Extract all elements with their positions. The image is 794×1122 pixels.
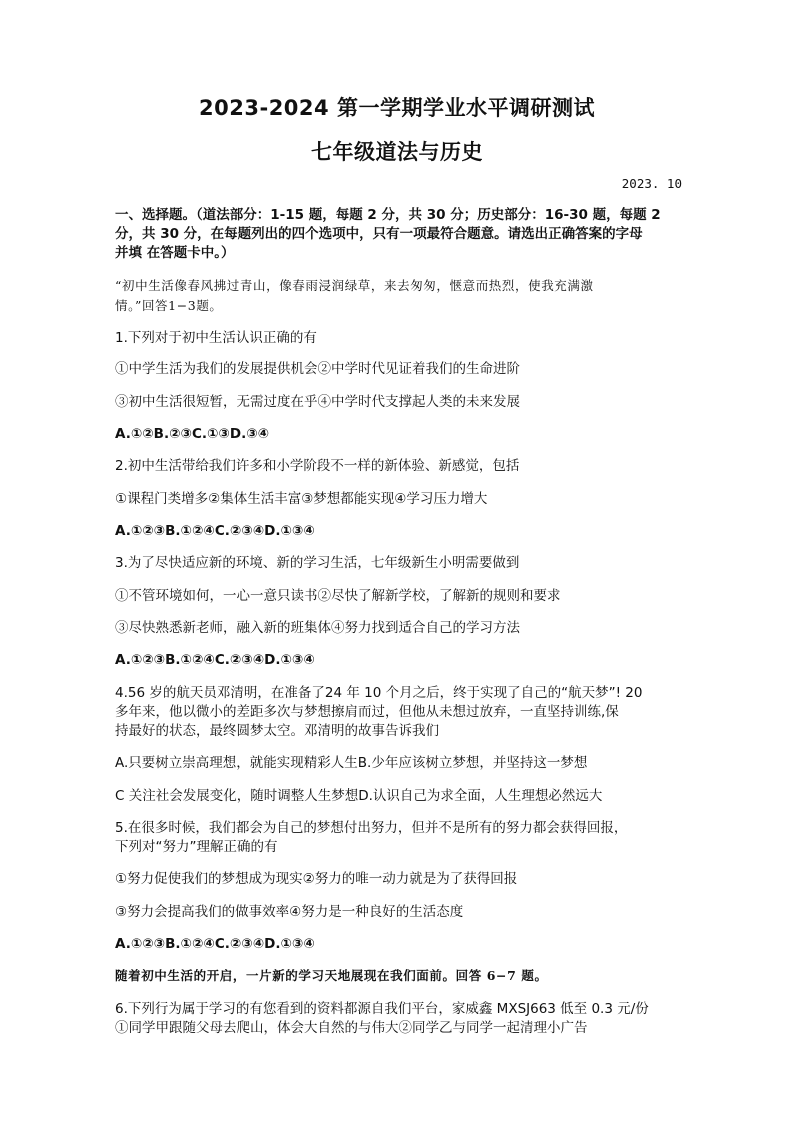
question-5-item-line-2: ③努力会提高我们的做事效率④努力是一种良好的生活态度 bbox=[115, 904, 464, 920]
question-2-items: ①课程门类增多②集体生活丰富③梦想都能实现④学习压力增大 bbox=[115, 491, 488, 507]
question-4-stem-line-1: 4.56 岁的航天员邓清明，在准备了24 年 10 个月之后，终于实现了自己的“航天梦”! 20 bbox=[115, 685, 643, 701]
question-4-stem-line-2: 多年来，他以微小的差距多次与梦想擦肩而过，但他从未想过放弃，一直坚持训练,保 bbox=[115, 704, 619, 720]
question-5-stem-line-1: 5.在很多时候，我们都会为自己的梦想付出努力，但并不是所有的努力都会获得回报， bbox=[115, 820, 628, 836]
question-4-options-cd: C 关注社会发展变化，随时调整人生梦想D.认识自己为求全面，人生理想必然远大 bbox=[115, 788, 603, 804]
question-4-stem-line-3: 持最好的状态，最终圆梦太空。邓清明的故事告诉我们 bbox=[115, 723, 439, 739]
question-3-item-line-2: ③尽快熟悉新老师，融入新的班集体④努力找到适合自己的学习方法 bbox=[115, 620, 520, 636]
intro-passage-line-2: 情。”回答1−3题。 bbox=[115, 298, 223, 313]
question-2-options: A.①②③B.①②④C.②③④D.①③④ bbox=[115, 523, 315, 539]
intro-passage-2: 随着初中生活的开启，一片新的学习天地展现在我们面前。回答 6−7 题。 bbox=[115, 968, 548, 983]
question-2-stem: 2.初中生活带给我们许多和小学阶段不一样的新体验、新感觉，包括 bbox=[115, 458, 520, 474]
question-5-item-line-1: ①努力促使我们的梦想成为现实②努力的唯一动力就是为了获得回报 bbox=[115, 871, 518, 887]
exam-subtitle: 七年级道法与历史 bbox=[311, 140, 483, 164]
question-6-stem: 6.下列行为属于学习的有您看到的资料都源自我们平台，家威鑫 MXSJ663 低至 0.3 元/份 bbox=[115, 1001, 649, 1017]
question-1-item-line-2: ③初中生活很短暂，无需过度在乎④中学时代支撑起人类的未来发展 bbox=[115, 394, 520, 410]
exam-title: 2023-2024 第一学期学业水平调研测试 bbox=[199, 96, 595, 120]
question-1-stem: 1.下列对于初中生活认识正确的有 bbox=[115, 330, 317, 346]
question-3-item-line-1: ①不管环境如何，一心一意只读书②尽快了解新学校，了解新的规则和要求 bbox=[115, 588, 561, 604]
question-5-stem-line-2: 下列对“努力”理解正确的有 bbox=[115, 839, 278, 855]
section-instruction-line-2: 分，共 30 分，在每题列出的四个选项中，只有一项最符合题意。请选出正确答案的字母 bbox=[115, 226, 643, 242]
question-3-options: A.①②③B.①②④C.②③④D.①③④ bbox=[115, 652, 315, 668]
question-1-options: A.①②B.②③C.①③D.③④ bbox=[115, 426, 270, 442]
section-instruction-line-3: 并填 在答题卡中。） bbox=[115, 245, 235, 261]
intro-passage-line-1: “初中生活像春风拂过青山，像春雨浸润绿草，来去匆匆，惬意而热烈，使我充满激 bbox=[115, 278, 594, 293]
question-5-options: A.①②③B.①②④C.②③④D.①③④ bbox=[115, 936, 315, 952]
question-3-stem: 3.为了尽快适应新的环境、新的学习生活，七年级新生小明需要做到 bbox=[115, 555, 520, 571]
question-6-item-line-1: ①同学甲跟随父母去爬山，体会大自然的与伟大②同学乙与同学一起清理小广告 bbox=[115, 1020, 588, 1036]
section-instruction-line-1: 一、选择题。（道法部分：1-15 题，每题 2 分，共 30 分；历史部分：16-30 题，每题 2 bbox=[115, 207, 661, 223]
question-1-item-line-1: ①中学生活为我们的发展提供机会②中学时代见证着我们的生命进阶 bbox=[115, 361, 520, 377]
exam-date: 2023. 10 bbox=[621, 176, 682, 191]
question-4-options-ab: A.只要树立崇高理想，就能实现精彩人生B.少年应该树立梦想，并坚持这一梦想 bbox=[115, 755, 588, 771]
